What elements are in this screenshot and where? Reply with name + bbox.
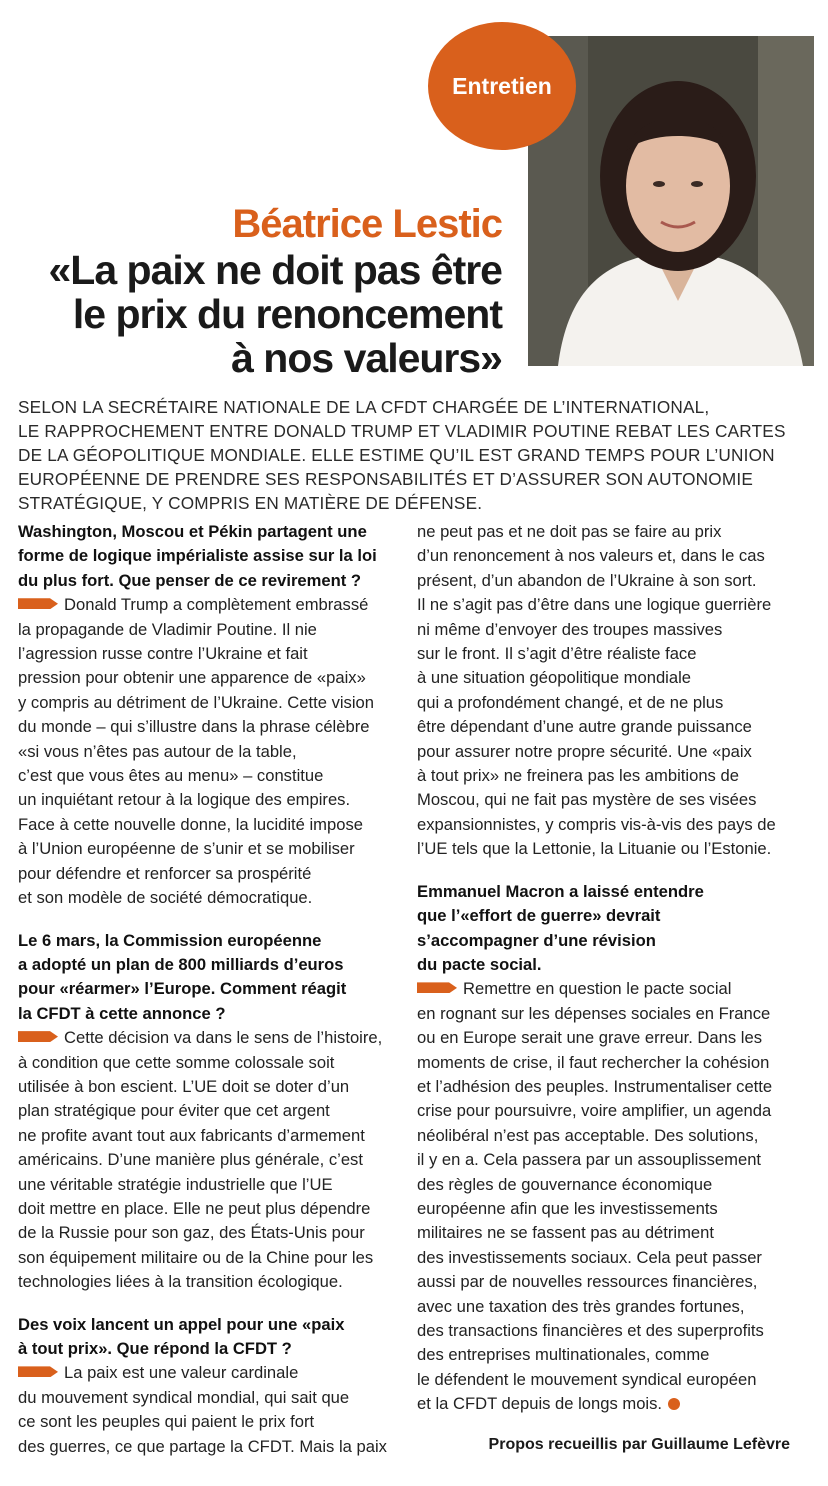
answer-line [417,1148,797,1172]
line-text: américains. D’une manière plus générale, c’est [18,1150,363,1170]
line-text: du pacte social. [417,954,542,974]
standfirst [18,395,808,515]
answer-line [18,788,396,812]
answer-line [417,837,797,861]
headline-quote-line: le prix du renoncement [72,291,502,337]
paragraph-gap [18,911,396,929]
answer-line [417,1075,797,1099]
answer-line [18,1124,396,1148]
answer-line [18,1197,396,1221]
answer-line [18,740,396,764]
arrow-icon [18,1366,58,1377]
headline-quote-line: à nos valeurs» [231,335,502,381]
answer-line [18,764,396,788]
line-text: forme de logique impérialiste assise sur la loi [18,546,377,566]
line-text: «si vous n’êtes pas autour de la table, [18,741,297,761]
left-column [18,520,396,1459]
question-line [18,544,396,568]
answer-line [18,593,396,617]
byline: Propos recueillis par Guillaume Lefèvre [488,1436,790,1453]
line-text: être dépendant d’une autre grande puissance [417,717,752,737]
line-text: y compris au détriment de l’Ukraine. Cette vision [18,692,374,712]
line-text: Moscou, qui ne fait pas mystère de ses visées [417,790,757,810]
answer-line [417,569,797,593]
standfirst-line: EUROPÉENNE DE PRENDRE SES RESPONSABILITÉS ET D’ASSURER SON AUTONOMIE [18,469,754,489]
answer-line [417,544,797,568]
line-text: des guerres, ce que partage la CFDT. Mais la paix [18,1436,387,1456]
line-text: des transactions financières et des superprofits [417,1321,764,1340]
answer-line [417,1173,797,1197]
headline [49,200,503,380]
line-text: le défendent le mouvement syndical européen [417,1369,757,1389]
line-text: du monde – qui s’illustre dans la phrase célèbre [18,717,370,737]
question-line [18,569,396,593]
standfirst-line: SELON LA SECRÉTAIRE NATIONALE DE LA CFDT CHARGÉE DE L’INTERNATIONAL, [18,397,710,417]
line-text: une véritable stratégie industrielle que l’UE [18,1174,333,1194]
answer-line [18,1026,396,1050]
line-text: crise pour poursuivre, voire amplifier, un agenda [417,1101,772,1121]
answer-line [417,1246,797,1270]
answer-line [417,1319,797,1343]
line-text: du mouvement syndical mondial, qui sait que [18,1387,350,1407]
line-text: s’accompagner d’une révision [417,930,656,950]
right-column [417,520,797,1417]
line-text: ne peut pas et ne doit pas se faire au prix [417,522,722,541]
line-text: et l’adhésion des peuples. Instrumentaliser cette [417,1076,773,1096]
line-text: à une situation géopolitique mondiale [417,668,691,688]
answer-line [18,1246,396,1270]
question-line [18,520,396,544]
answer-line [18,1075,396,1099]
answer-line [417,642,797,666]
answer-line [417,1270,797,1294]
line-text: doit mettre en place. Elle ne peut plus dépendre [18,1198,371,1218]
line-text: à l’Union européenne de s’unir et se mobiliser [18,839,355,859]
section-badge: Entretien [428,22,576,150]
line-text: aussi par de nouvelles ressources financières, [417,1272,758,1292]
line-text: l’agression russe contre l’Ukraine et fait [18,644,308,664]
line-text: Il ne s’agit pas d’être dans une logique guerrière [417,595,772,615]
answer-line [417,593,797,617]
answer-line [18,1173,396,1197]
line-text: Des voix lancent un appel pour une «paix [18,1314,345,1334]
line-text: néolibéral n’est pas acceptable. Des solutions, [417,1125,759,1145]
end-dot-icon [668,1398,680,1410]
answer-line [18,715,396,739]
question-line [18,1313,396,1337]
arrow-icon [18,1031,58,1042]
answer-line [18,618,396,642]
answer-line [417,1026,797,1050]
answer-line [417,618,797,642]
line-text: que l’«effort de guerre» devrait [417,906,661,926]
line-text: à condition que cette somme colossale soit [18,1052,335,1072]
line-text: sur le front. Il s’agit d’être réaliste face [417,644,697,664]
line-text: de la Russie pour son gaz, des États-Unis pour [18,1223,365,1243]
answer-line [417,691,797,715]
answer-line [18,1410,396,1434]
line-text: qui a profondément changé, et de ne plus [417,692,724,712]
line-text: ou en Europe serait une grave erreur. Dans les [417,1028,762,1048]
answer-line [417,1002,797,1026]
line-text: des règles de gouvernance économique [417,1174,713,1194]
line-text: Washington, Moscou et Pékin partagent une [18,522,367,541]
line-text: La paix est une valeur cardinale [64,1363,299,1383]
line-text: Donald Trump a complètement embrassé [64,595,369,615]
line-text: utilisée à bon escient. L’UE doit se doter d’un [18,1076,350,1096]
answer-line [417,788,797,812]
question-line [417,904,797,928]
arrow-icon [18,598,58,609]
line-text: à tout prix» ne freinera pas les ambitions de [417,766,739,786]
answer-line [417,1392,797,1416]
answer-line [18,862,396,886]
answer-line [417,1124,797,1148]
line-text: des entreprises multinationales, comme [417,1345,710,1365]
question-line [18,1337,396,1361]
line-text: en rognant sur les dépenses sociales en France [417,1003,771,1023]
line-text: Face à cette nouvelle donne, la lucidité impose [18,814,363,834]
line-text: pression pour obtenir une apparence de «paix» [18,668,366,688]
answer-line [417,1197,797,1221]
line-text: Remettre en question le pacte social [463,979,732,999]
line-text: il y en a. Cela passera par un assouplissement [417,1150,762,1170]
line-text: moments de crise, il faut rechercher la cohésion [417,1052,770,1072]
answer-line [18,1361,396,1385]
question-line [18,929,396,953]
answer-line [18,1148,396,1172]
answer-line [18,1270,396,1294]
answer-line [417,666,797,690]
question-line [18,953,396,977]
answer-line [18,666,396,690]
question-line [417,880,797,904]
line-text: avec une taxation des très grandes fortunes, [417,1296,745,1316]
line-text: pour «réarmer» l’Europe. Comment réagit [18,979,347,999]
interviewee-name: Béatrice Lestic [232,202,502,246]
answer-line [18,886,396,910]
standfirst-line: LE RAPPROCHEMENT ENTRE DONALD TRUMP ET VLADIMIR POUTINE REBAT LES CARTES [18,421,786,441]
standfirst-line: DE LA GÉOPOLITIQUE MONDIALE. ELLE ESTIME QU’IL EST GRAND TEMPS POUR L’UNION [18,445,775,465]
answer-line [18,642,396,666]
line-text: c’est que vous êtes au menu» – constitue [18,766,324,786]
answer-line [18,1099,396,1123]
answer-line [417,1343,797,1367]
line-text: pour assurer notre propre sécurité. Une «paix [417,741,752,761]
line-text: du plus fort. Que penser de ce revirement ? [18,570,362,590]
paragraph-gap [18,1295,396,1313]
question-line [18,1002,396,1026]
line-text: Cette décision va dans le sens de l’histoire, [64,1028,383,1048]
question-line [417,953,797,977]
line-text: ce sont les peuples qui paient le prix fort [18,1412,315,1432]
answer-line [417,1295,797,1319]
answer-line [417,520,797,544]
answer-line [18,1435,396,1459]
question-line [417,929,797,953]
answer-line [18,1221,396,1245]
answer-line [417,764,797,788]
answer-line [417,740,797,764]
answer-line [417,1368,797,1392]
line-text: européenne afin que les investissements [417,1198,718,1218]
line-text: la CFDT à cette annonce ? [18,1003,226,1023]
line-text: présent, d’un abandon de l’Ukraine à son sort. [417,570,757,590]
answer-line [18,1386,396,1410]
standfirst-line: STRATÉGIQUE, Y COMPRIS EN MATIÈRE DE DÉFENSE. [18,493,483,513]
line-text: ni même d’envoyer des troupes massives [417,619,723,639]
line-text: un inquiétant retour à la logique des empires. [18,790,351,810]
question-line [18,977,396,1001]
line-text: et la CFDT depuis de longs mois. [417,1394,663,1414]
answer-line [417,977,797,1001]
answer-line [18,837,396,861]
line-text: militaires ne se fassent pas au détriment [417,1223,714,1243]
line-text: ne profite avant tout aux fabricants d’armement [18,1125,365,1145]
line-text: l’UE tels que la Lettonie, la Lituanie ou l’Estonie. [417,839,772,859]
headline-quote-line: «La paix ne doit pas être [48,247,502,293]
line-text: plan stratégique pour éviter que cet argent [18,1101,330,1121]
line-text: et son modèle de société démocratique. [18,888,313,908]
line-text: la propagande de Vladimir Poutine. Il nie [18,619,317,639]
line-text: son équipement militaire ou de la Chine pour les [18,1247,374,1267]
line-text: pour défendre et renforcer sa prospérité [18,863,312,883]
line-text: à tout prix». Que répond la CFDT ? [18,1339,292,1358]
paragraph-gap [417,862,797,880]
answer-line [417,715,797,739]
line-text: a adopté un plan de 800 milliards d’euros [18,954,344,974]
answer-line [18,691,396,715]
line-text: Emmanuel Macron a laissé entendre [417,881,704,901]
arrow-icon [417,982,457,993]
answer-line [18,1051,396,1075]
answer-line [18,813,396,837]
line-text: technologies liées à la transition écologique. [18,1272,343,1292]
answer-line [417,1099,797,1123]
answer-line [417,1051,797,1075]
line-text: Le 6 mars, la Commission européenne [18,930,322,950]
answer-line [417,813,797,837]
answer-line [417,1221,797,1245]
line-text: des investissements sociaux. Cela peut passer [417,1247,762,1267]
line-text: expansionnistes, y compris vis-à-vis des pays de [417,814,776,834]
line-text: d’un renoncement à nos valeurs et, dans le cas [417,546,765,566]
